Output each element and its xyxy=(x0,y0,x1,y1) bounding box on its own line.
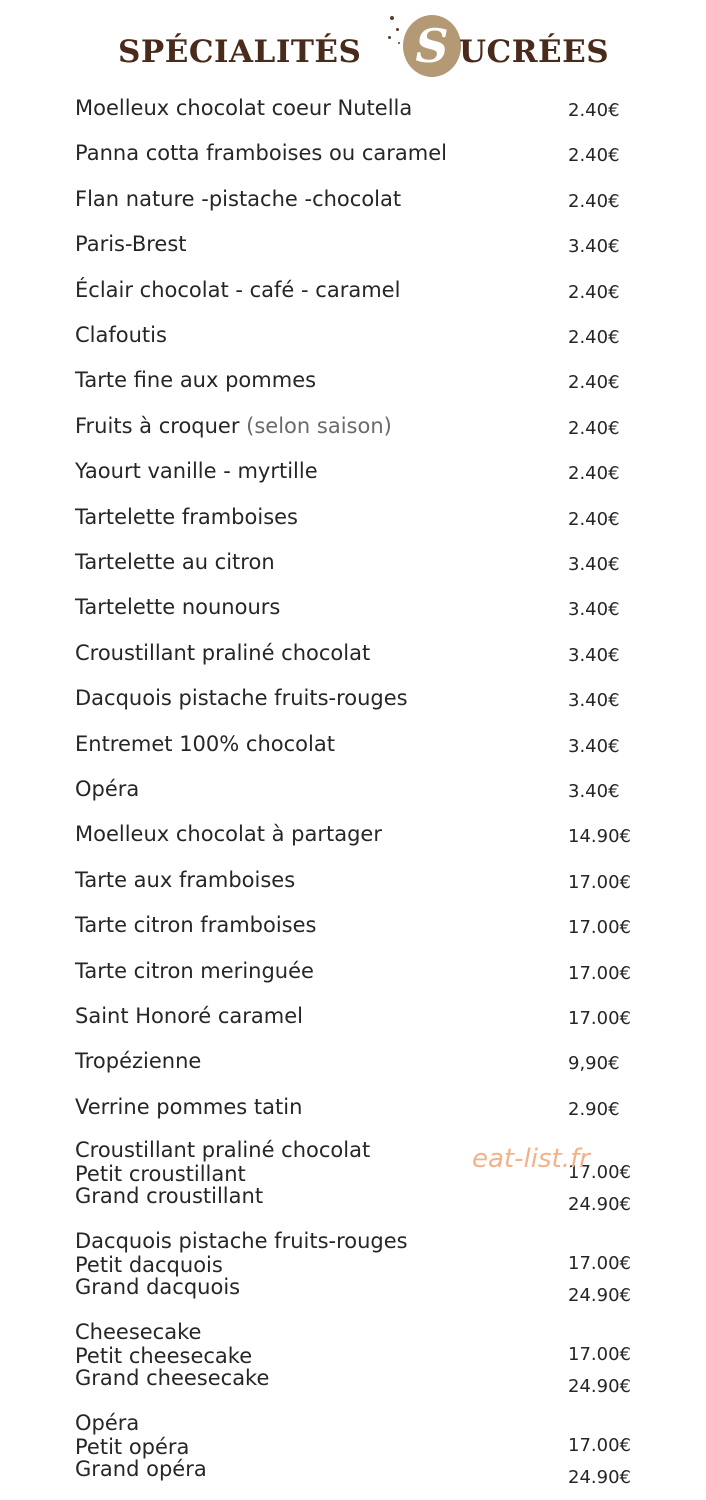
item-name-text: Entremet 100% chocolat xyxy=(75,731,335,756)
menu-item xyxy=(0,232,706,262)
item-name-text: Flan nature -pistache -chocolat xyxy=(75,186,402,211)
item-name-text: Opéra xyxy=(75,777,140,801)
item-price: 3.40€ xyxy=(568,644,620,666)
option-price: 24.90€ xyxy=(568,1194,631,1215)
item-name xyxy=(75,595,280,619)
option-name: Grand opéra xyxy=(75,1457,207,1481)
menu-item xyxy=(0,414,706,444)
option-name: Grand cheesecake xyxy=(75,1366,270,1390)
logo-letter: S xyxy=(415,19,449,73)
menu-item xyxy=(0,822,706,852)
option-price: 17.00€ xyxy=(568,1162,631,1183)
menu-item xyxy=(0,913,706,943)
item-price: 17.00€ xyxy=(568,871,631,893)
item-price: 3.40€ xyxy=(568,236,620,258)
item-price: 2.40€ xyxy=(568,281,620,303)
option-name: Grand croustillant xyxy=(75,1184,264,1208)
watermark: eat-list.fr xyxy=(472,1144,590,1174)
item-price: 2.40€ xyxy=(568,190,620,212)
item-name-text: Panna cotta framboises ou caramel xyxy=(75,141,447,166)
item-name xyxy=(75,868,295,892)
option-name: Petit cheesecake xyxy=(75,1344,253,1368)
item-name-text: Éclair chocolat - café - caramel xyxy=(75,277,401,302)
option-price: 24.90€ xyxy=(568,1376,631,1397)
menu-item xyxy=(0,187,706,217)
item-name-text: Fruits à croquer xyxy=(75,413,240,438)
item-name xyxy=(75,777,139,801)
item-name xyxy=(75,550,275,574)
item-name xyxy=(75,505,298,529)
item-name xyxy=(75,1049,201,1073)
menu-item xyxy=(0,459,706,489)
menu-item xyxy=(0,868,706,898)
option-price: 17.00€ xyxy=(568,1344,631,1365)
menu-item xyxy=(0,1049,706,1079)
item-price: 2.40€ xyxy=(568,145,620,167)
option-price: 24.90€ xyxy=(568,1285,631,1306)
group-title: Opéra xyxy=(75,1411,140,1435)
item-name xyxy=(75,822,382,846)
item-name-text: Paris-Brest xyxy=(75,232,187,257)
option-price: 17.00€ xyxy=(568,1435,631,1456)
item-name-text: Croustillant praliné chocolat xyxy=(75,640,371,665)
item-price: 3.40€ xyxy=(568,690,620,712)
group-title: Dacquois pistache fruits-rouges xyxy=(75,1229,408,1253)
item-name-text: Tropézienne xyxy=(75,1049,202,1074)
item-price: 2.90€ xyxy=(568,1098,620,1120)
item-name xyxy=(75,323,167,347)
item-price: 2.40€ xyxy=(568,508,620,530)
item-price: 14.90€ xyxy=(568,826,631,848)
item-name xyxy=(75,368,316,392)
item-name xyxy=(75,641,370,665)
item-name xyxy=(75,1095,302,1119)
menu-item xyxy=(0,96,706,126)
item-name xyxy=(75,732,335,756)
menu-item xyxy=(0,1095,706,1125)
item-name-text: Tarte fine aux pommes xyxy=(75,368,317,393)
item-name-text: Tartelette nounours xyxy=(75,595,281,620)
item-name xyxy=(75,96,412,120)
item-name-text: Verrine pommes tatin xyxy=(75,1094,303,1119)
item-price: 9,90€ xyxy=(568,1053,620,1075)
option-price: 24.90€ xyxy=(568,1467,631,1488)
item-name xyxy=(75,232,187,256)
item-name xyxy=(75,141,447,165)
item-name-text: Moelleux chocolat coeur Nutella xyxy=(75,96,413,120)
menu-item xyxy=(0,505,706,535)
option-name: Grand dacquois xyxy=(75,1275,241,1299)
item-name xyxy=(75,959,314,983)
item-name-text: Dacquois pistache fruits-rouges xyxy=(75,686,408,711)
item-name xyxy=(75,1004,303,1028)
menu-item xyxy=(0,686,706,716)
menu-item xyxy=(0,641,706,671)
menu-item xyxy=(0,323,706,353)
item-name-text: Tarte citron framboises xyxy=(75,913,317,938)
option-name: Petit dacquois xyxy=(75,1253,223,1277)
item-price: 3.40€ xyxy=(568,554,620,575)
item-name-text: Saint Honoré caramel xyxy=(75,1004,303,1028)
option-name: Petit opéra xyxy=(75,1435,190,1459)
item-name-text: Yaourt vanille - myrtille xyxy=(75,459,318,484)
item-name-text: Tartelette au citron xyxy=(75,550,275,574)
menu-item xyxy=(0,1004,706,1034)
item-price: 17.00€ xyxy=(568,1008,631,1029)
item-price: 3.40€ xyxy=(568,781,620,802)
menu-item xyxy=(0,777,706,807)
menu-item xyxy=(0,278,706,308)
item-name-text: Clafoutis xyxy=(75,323,167,347)
item-name-text: Moelleux chocolat à partager xyxy=(75,822,382,847)
item-price: 2.40€ xyxy=(568,327,620,348)
menu-item xyxy=(0,141,706,171)
item-name xyxy=(75,278,400,302)
item-name xyxy=(75,414,392,438)
group-title: Cheesecake xyxy=(75,1320,202,1344)
item-name-text: Tarte citron meringuée xyxy=(75,958,314,983)
item-name-text: Tartelette framboises xyxy=(75,504,298,529)
item-name xyxy=(75,459,318,483)
menu-item xyxy=(0,595,706,625)
item-price: 3.40€ xyxy=(568,599,620,621)
group-title: Croustillant praliné chocolat xyxy=(75,1138,371,1162)
option-name: Petit croustillant xyxy=(75,1162,246,1186)
item-price: 17.00€ xyxy=(568,962,631,984)
item-price: 2.40€ xyxy=(568,417,620,439)
menu-item xyxy=(0,959,706,989)
item-note: (selon saison) xyxy=(246,413,392,438)
menu-item xyxy=(0,732,706,762)
item-price: 2.40€ xyxy=(568,463,620,485)
menu-item xyxy=(0,550,706,580)
item-name xyxy=(75,187,401,211)
item-price: 2.40€ xyxy=(568,100,620,121)
menu-item xyxy=(0,368,706,398)
item-price: 17.00€ xyxy=(568,917,631,939)
item-price: 3.40€ xyxy=(568,735,620,757)
option-price: 17.00€ xyxy=(568,1253,631,1274)
item-name xyxy=(75,686,408,710)
item-name xyxy=(75,913,316,937)
title-right: UCRÉES xyxy=(459,34,610,70)
item-price: 2.40€ xyxy=(568,372,620,394)
title-left: SPÉCIALITÉS xyxy=(118,34,362,70)
item-name-text: Tarte aux framboises xyxy=(75,867,296,892)
